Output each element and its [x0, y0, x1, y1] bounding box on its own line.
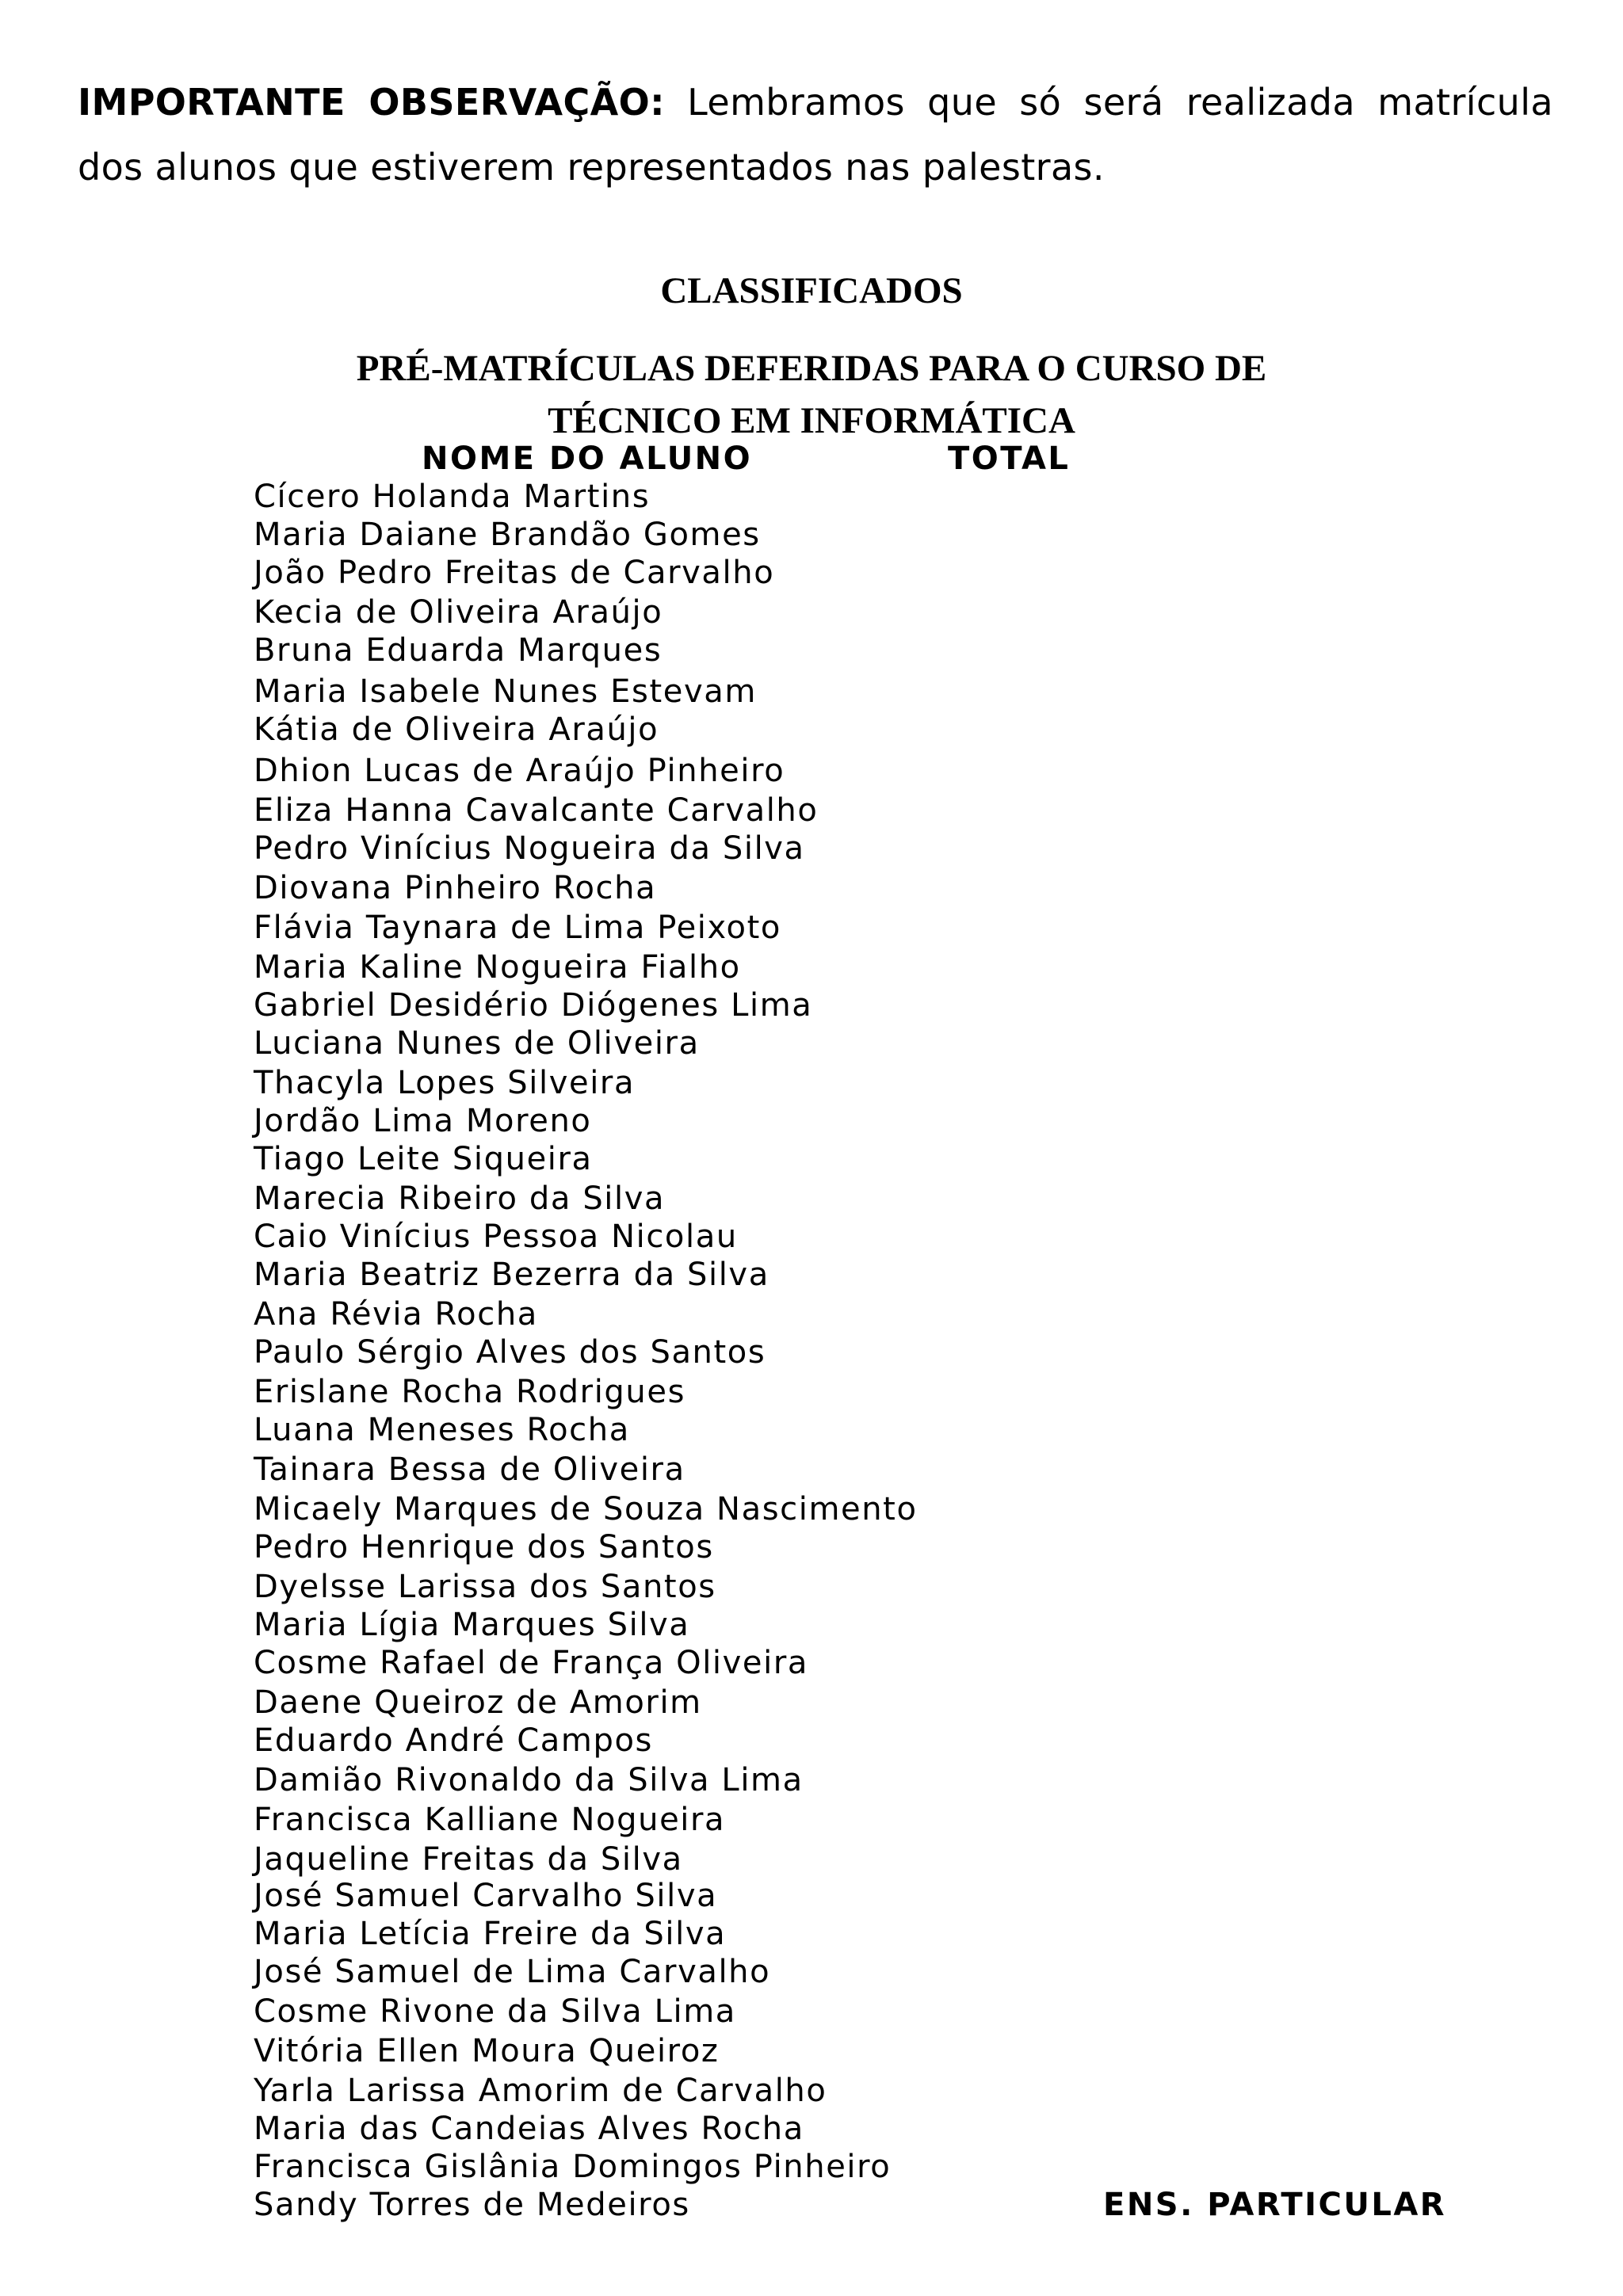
student-name: Eduardo André Campos — [254, 1722, 653, 1759]
student-name: Maria Daiane Brandão Gomes — [254, 517, 761, 553]
student-name: Maria Beatriz Bezerra da Silva — [254, 1257, 769, 1293]
student-name: Caio Vinícius Pessoa Nicolau — [254, 1219, 738, 1255]
student-name: Tiago Leite Siqueira — [254, 1141, 593, 1177]
student-name: Cosme Rafael de França Oliveira — [254, 1645, 808, 1681]
student-name: Thacyla Lopes Silveira — [254, 1065, 636, 1101]
student-name: Luciana Nunes de Oliveira — [254, 1025, 700, 1062]
student-name: Daene Queiroz de Amorim — [254, 1684, 702, 1721]
student-name: Ana Révia Rocha — [254, 1296, 538, 1333]
student-name: Eliza Hanna Cavalcante Carvalho — [254, 792, 819, 829]
student-name: João Pedro Freitas de Carvalho — [254, 555, 775, 591]
student-name: Luana Meneses Rocha — [254, 1412, 630, 1448]
student-name: Kátia de Oliveira Araújo — [254, 711, 659, 748]
student-name: Maria Letícia Freire da Silva — [254, 1916, 727, 1952]
student-name: Paulo Sérgio Alves dos Santos — [254, 1334, 766, 1371]
important-notice — [78, 70, 1553, 200]
student-name: Flávia Taynara de Lima Peixoto — [254, 910, 781, 946]
student-name: Kecia de Oliveira Araújo — [254, 594, 663, 631]
student-name: Cosme Rivone da Silva Lima — [254, 1993, 736, 2030]
student-name: Maria Kaline Nogueira Fialho — [254, 949, 741, 986]
student-name: Maria Isabele Nunes Estevam — [254, 673, 757, 710]
student-name: Maria Lígia Marques Silva — [254, 1607, 690, 1643]
student-name: Maria das Candeias Alves Rocha — [254, 2111, 804, 2147]
column-header-total: TOTAL — [948, 441, 1071, 477]
student-name: Cícero Holanda Martins — [254, 479, 651, 515]
student-name: José Samuel Carvalho Silva — [254, 1878, 718, 1914]
notice-label: IMPORTANTE OBSERVAÇÃO: — [78, 81, 665, 124]
student-name: Pedro Henrique dos Santos — [254, 1529, 714, 1566]
column-header-name: NOME DO ALUNO — [422, 441, 753, 477]
student-name: Jordão Lima Moreno — [254, 1103, 592, 1139]
student-name: Vitória Ellen Moura Queiroz — [254, 2033, 720, 2069]
student-name: Marecia Ribeiro da Silva — [254, 1180, 666, 1217]
notice-text: Lembramos que só será realizada matrícula dos alunos que estiverem representados nas palestras. — [78, 81, 1553, 189]
subtitle-line-1: PRÉ-MATRÍCULAS DEFERIDAS PARA O CURSO DE — [356, 348, 1267, 389]
page-subtitle — [0, 342, 1623, 447]
student-name: Tainara Bessa de Oliveira — [254, 1451, 685, 1488]
student-name: Dhion Lucas de Araújo Pinheiro — [254, 753, 785, 789]
student-name: José Samuel de Lima Carvalho — [254, 1954, 771, 1990]
student-name: Jaqueline Freitas da Silva — [254, 1841, 683, 1878]
student-name: Yarla Larissa Amorim de Carvalho — [254, 2073, 827, 2109]
student-name: Francisca Gislânia Domingos Pinheiro — [254, 2149, 892, 2185]
student-name: Sandy Torres de Medeiros — [254, 2187, 690, 2223]
subtitle-line-2: TÉCNICO EM INFORMÁTICA — [548, 400, 1075, 441]
student-name: Gabriel Desidério Diógenes Lima — [254, 987, 813, 1024]
student-name: Bruna Eduarda Marques — [254, 632, 663, 669]
student-name: Damião Rivonaldo da Silva Lima — [254, 1762, 804, 1798]
student-name: Diovana Pinheiro Rocha — [254, 870, 657, 906]
student-name: Erislane Rocha Rodrigues — [254, 1374, 686, 1410]
student-name: Micaely Marques de Souza Nascimento — [254, 1491, 918, 1527]
page-title: CLASSIFICADOS — [660, 270, 963, 311]
student-name: Pedro Vinícius Nogueira da Silva — [254, 830, 805, 867]
row-note: ENS. PARTICULAR — [1103, 2187, 1447, 2223]
student-name: Dyelsse Larissa dos Santos — [254, 1569, 716, 1605]
student-name: Francisca Kalliane Nogueira — [254, 1802, 726, 1838]
